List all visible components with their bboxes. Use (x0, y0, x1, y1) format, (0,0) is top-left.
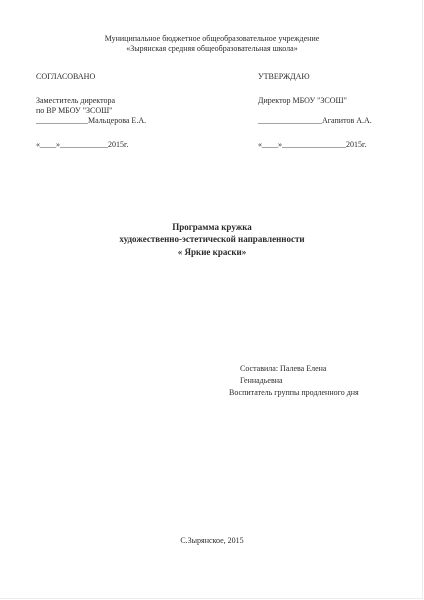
program-title-line1: Программа кружка (172, 222, 252, 232)
program-title-line3: « Яркие краски» (177, 247, 247, 257)
school-header-line1: Муниципальное бюджетное общеобразовательное учреждение (104, 34, 320, 43)
compiler-line3: Воспитатель группы продленного дня (229, 388, 359, 397)
approved-date-line: «____»________________2015г. (258, 140, 367, 149)
compiler-line2: Геннадьевна (240, 376, 283, 385)
agreed-signature-line: _____________Мальцерова Е.А. (36, 116, 147, 125)
approved-signature-line: ________________Агапитов А.А. (258, 116, 372, 125)
compiler-line1: Составила: Палева Елена (240, 364, 327, 373)
agreed-role-line1: Заместитель директора (36, 96, 116, 105)
approved-heading: УТВЕРЖДАЮ (258, 72, 310, 81)
agreed-heading: СОГЛАСОВАНО (36, 72, 96, 81)
agreed-date-line: «____»____________2015г. (36, 140, 129, 149)
school-header-line2: «Зырянская средняя общеобразовательная школа» (126, 44, 298, 53)
program-title-line2: художественно-эстетической направленности (119, 234, 305, 244)
agreed-role-line2: по ВР МБОУ "ЗСОШ" (36, 106, 113, 115)
approved-role: Директор МБОУ "ЗСОШ" (258, 96, 347, 105)
place-year: С.Зырянское, 2015 (180, 536, 244, 545)
